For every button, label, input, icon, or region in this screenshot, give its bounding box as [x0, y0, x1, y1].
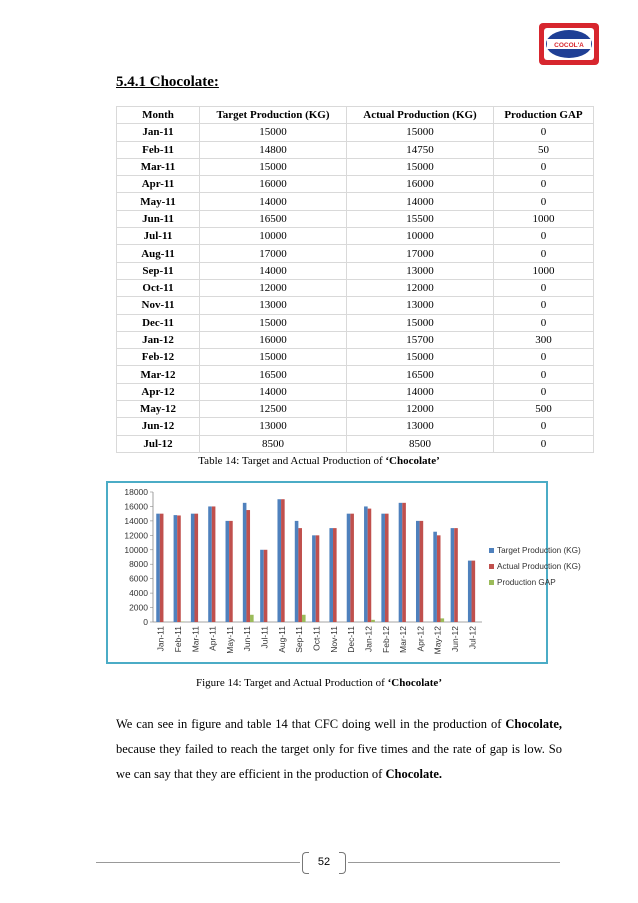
- cell-gap: 0: [494, 314, 594, 331]
- chart-frame: [106, 481, 581, 664]
- cell-actual: 12000: [347, 279, 494, 296]
- col-gap: Production GAP: [494, 107, 594, 124]
- table-row: [117, 366, 594, 383]
- x-tick-label: Dec-11: [346, 626, 357, 653]
- bar-gap: [441, 618, 445, 622]
- cell-month: May-12: [117, 401, 200, 418]
- cell-gap: 1000: [494, 210, 594, 227]
- bar-target: [329, 528, 333, 622]
- cell-actual: 13000: [347, 297, 494, 314]
- table-caption: Table 14: Target and Actual Production of ‘Chocolate’: [198, 455, 440, 467]
- cell-gap: 0: [494, 228, 594, 245]
- y-tick-label: 10000: [124, 544, 148, 555]
- x-tick-label: Jul-12: [467, 626, 478, 650]
- y-tick-label: 2000: [129, 602, 148, 613]
- x-tick-label: Feb-11: [172, 626, 183, 653]
- svg-text:COCOL'A: COCOL'A: [554, 42, 584, 49]
- cell-actual: 10000: [347, 228, 494, 245]
- x-tick-label: Jan-11: [155, 626, 166, 652]
- bar-actual: [402, 503, 406, 622]
- x-tick-label: Aug-11: [276, 626, 287, 653]
- x-tick-label: Oct-11: [311, 626, 322, 651]
- y-tick-label: 14000: [124, 515, 148, 526]
- cell-target: 14000: [200, 262, 347, 279]
- bar-gap: [302, 615, 306, 622]
- cell-target: 17000: [200, 245, 347, 262]
- bar-actual: [229, 521, 233, 622]
- table-row: [117, 228, 594, 245]
- table-row: [117, 331, 594, 348]
- bar-gap: [250, 615, 254, 622]
- cell-month: Apr-11: [117, 176, 200, 193]
- bar-actual: [177, 515, 181, 622]
- bar-actual: [472, 561, 476, 622]
- cell-gap: 300: [494, 331, 594, 348]
- bar-actual: [385, 514, 389, 622]
- bar-actual: [368, 509, 372, 622]
- left-brace: [302, 852, 309, 874]
- bar-actual: [437, 535, 441, 622]
- x-tick-label: May-11: [224, 626, 235, 654]
- legend-swatch: [489, 548, 494, 553]
- cell-actual: 17000: [347, 245, 494, 262]
- bar-target: [468, 561, 472, 622]
- table-row: [117, 210, 594, 227]
- bar-actual: [246, 510, 250, 622]
- cell-actual: 14000: [347, 193, 494, 210]
- cell-gap: 0: [494, 297, 594, 314]
- legend-swatch: [489, 580, 494, 585]
- footer-rule-left: [96, 862, 300, 863]
- cell-target: 14000: [200, 383, 347, 400]
- cell-actual: 8500: [347, 435, 494, 452]
- cell-month: Nov-11: [117, 297, 200, 314]
- bar-target: [312, 535, 316, 622]
- cell-target: 14000: [200, 193, 347, 210]
- table-row: [117, 158, 594, 175]
- table-row: [117, 262, 594, 279]
- cell-target: 16000: [200, 176, 347, 193]
- x-tick-label: Jul-11: [259, 626, 270, 649]
- bar-actual: [194, 514, 198, 622]
- cell-month: Apr-12: [117, 383, 200, 400]
- cell-target: 12500: [200, 401, 347, 418]
- cell-month: Jul-11: [117, 228, 200, 245]
- cell-actual: 14000: [347, 383, 494, 400]
- bar-target: [433, 532, 437, 622]
- section-title: 5.4.1 Chocolate:: [116, 74, 219, 90]
- y-tick-label: 8000: [129, 559, 148, 570]
- cell-actual: 15000: [347, 314, 494, 331]
- cell-gap: 0: [494, 176, 594, 193]
- body-paragraph: We can see in figure and table 14 that CFC doing well in the production of Chocolate, because they failed to reach the target only for five times and the rate of gap is low. So we can say that they are efficient in the production of Chocolate.: [116, 717, 562, 781]
- cell-month: Jan-11: [117, 124, 200, 141]
- cell-gap: 0: [494, 245, 594, 262]
- table-row: [117, 435, 594, 452]
- table-row: [117, 245, 594, 262]
- cell-target: 8500: [200, 435, 347, 452]
- cell-gap: 0: [494, 435, 594, 452]
- bar-target: [295, 521, 299, 622]
- table-row: [117, 124, 594, 141]
- bar-target: [260, 550, 264, 622]
- cell-month: Dec-11: [117, 314, 200, 331]
- y-tick-label: 18000: [124, 487, 148, 497]
- bar-actual: [333, 528, 337, 622]
- x-tick-label: May-12: [432, 626, 443, 655]
- bar-target: [191, 514, 195, 622]
- bar-target: [451, 528, 455, 622]
- table-row: [117, 418, 594, 435]
- y-tick-label: 16000: [124, 501, 148, 512]
- table-row: [117, 297, 594, 314]
- cell-target: 16500: [200, 366, 347, 383]
- table-row: [117, 314, 594, 331]
- table-row: [117, 193, 594, 210]
- cell-gap: 0: [494, 383, 594, 400]
- x-tick-label: Jun-12: [450, 626, 461, 652]
- bar-target: [416, 521, 420, 622]
- table-header-row: [117, 107, 594, 124]
- cell-gap: 0: [494, 366, 594, 383]
- cell-target: 12000: [200, 279, 347, 296]
- table-row: [117, 383, 594, 400]
- cell-month: Feb-11: [117, 141, 200, 158]
- bar-actual: [212, 506, 216, 622]
- bar-actual: [160, 514, 164, 622]
- bar-actual: [298, 528, 302, 622]
- cell-target: 16500: [200, 210, 347, 227]
- cell-actual: 12000: [347, 401, 494, 418]
- y-tick-label: 0: [143, 617, 148, 627]
- right-brace: [339, 852, 346, 874]
- bar-gap: [371, 620, 375, 622]
- cell-month: Sep-11: [117, 262, 200, 279]
- cell-month: Mar-12: [117, 366, 200, 383]
- production-table: [116, 106, 594, 453]
- x-tick-label: Sep-11: [294, 626, 305, 653]
- cell-target: 15000: [200, 349, 347, 366]
- table-row: [117, 176, 594, 193]
- table-row: [117, 279, 594, 296]
- legend-swatch: [489, 564, 494, 569]
- cell-actual: 15500: [347, 210, 494, 227]
- cell-target: 13000: [200, 418, 347, 435]
- bar-target: [347, 514, 351, 622]
- x-tick-label: Feb-12: [380, 626, 391, 653]
- cell-gap: 0: [494, 124, 594, 141]
- production-chart: [108, 483, 581, 662]
- bar-target: [399, 503, 403, 622]
- x-tick-label: Jun-11: [242, 626, 253, 652]
- x-tick-label: Nov-11: [328, 626, 339, 653]
- footer-rule-right: [348, 862, 560, 863]
- figure-caption: Figure 14: Target and Actual Production of ‘Chocolate’: [196, 677, 442, 689]
- cell-target: 13000: [200, 297, 347, 314]
- cell-month: Mar-11: [117, 158, 200, 175]
- cell-gap: 0: [494, 158, 594, 175]
- legend-label: Target Production (KG): [497, 546, 581, 555]
- col-month: Month: [117, 107, 200, 124]
- cell-gap: 50: [494, 141, 594, 158]
- cell-target: 15000: [200, 314, 347, 331]
- cell-month: Aug-11: [117, 245, 200, 262]
- cell-target: 10000: [200, 228, 347, 245]
- bar-target: [174, 515, 178, 622]
- cell-month: Jun-12: [117, 418, 200, 435]
- x-tick-label: Jan-12: [363, 626, 374, 652]
- page-number: 52: [300, 850, 348, 874]
- cell-actual: 15000: [347, 349, 494, 366]
- bar-target: [277, 499, 281, 622]
- bar-actual: [264, 550, 268, 622]
- cell-gap: 0: [494, 279, 594, 296]
- cell-actual: 13000: [347, 262, 494, 279]
- y-tick-label: 6000: [129, 573, 148, 584]
- bar-target: [156, 514, 160, 622]
- x-tick-label: Mar-12: [398, 626, 409, 653]
- cell-target: 15000: [200, 158, 347, 175]
- cocola-logo: [538, 22, 600, 66]
- table-row: [117, 141, 594, 158]
- cell-month: Oct-11: [117, 279, 200, 296]
- cell-gap: 0: [494, 349, 594, 366]
- x-tick-label: Apr-12: [415, 626, 426, 652]
- y-tick-label: 4000: [129, 588, 148, 599]
- bar-actual: [454, 528, 458, 622]
- cell-target: 16000: [200, 331, 347, 348]
- cell-month: Jul-12: [117, 435, 200, 452]
- cell-actual: 15700: [347, 331, 494, 348]
- legend-label: Production GAP: [497, 578, 556, 587]
- cell-actual: 15000: [347, 158, 494, 175]
- cell-gap: 500: [494, 401, 594, 418]
- cell-actual: 14750: [347, 141, 494, 158]
- cell-gap: 0: [494, 418, 594, 435]
- bar-actual: [316, 535, 320, 622]
- cell-month: Feb-12: [117, 349, 200, 366]
- bar-actual: [350, 514, 354, 622]
- cell-gap: 0: [494, 193, 594, 210]
- bar-target: [364, 506, 368, 622]
- bar-actual: [420, 521, 424, 622]
- bar-target: [243, 503, 247, 622]
- col-target: Target Production (KG): [200, 107, 347, 124]
- cell-target: 14800: [200, 141, 347, 158]
- cell-actual: 16000: [347, 176, 494, 193]
- cell-month: May-11: [117, 193, 200, 210]
- table-row: [117, 349, 594, 366]
- table-row: [117, 401, 594, 418]
- cell-target: 15000: [200, 124, 347, 141]
- bar-target: [226, 521, 230, 622]
- cell-gap: 1000: [494, 262, 594, 279]
- y-tick-label: 12000: [124, 530, 148, 541]
- bar-target: [208, 506, 212, 622]
- bar-actual: [281, 499, 285, 622]
- cell-actual: 16500: [347, 366, 494, 383]
- x-tick-label: Mar-11: [190, 626, 201, 653]
- cell-month: Jun-11: [117, 210, 200, 227]
- cell-actual: 15000: [347, 124, 494, 141]
- legend-label: Actual Production (KG): [497, 562, 581, 571]
- x-tick-label: Apr-11: [207, 626, 218, 651]
- col-actual: Actual Production (KG): [347, 107, 494, 124]
- bar-target: [381, 514, 385, 622]
- cell-month: Jan-12: [117, 331, 200, 348]
- cell-actual: 13000: [347, 418, 494, 435]
